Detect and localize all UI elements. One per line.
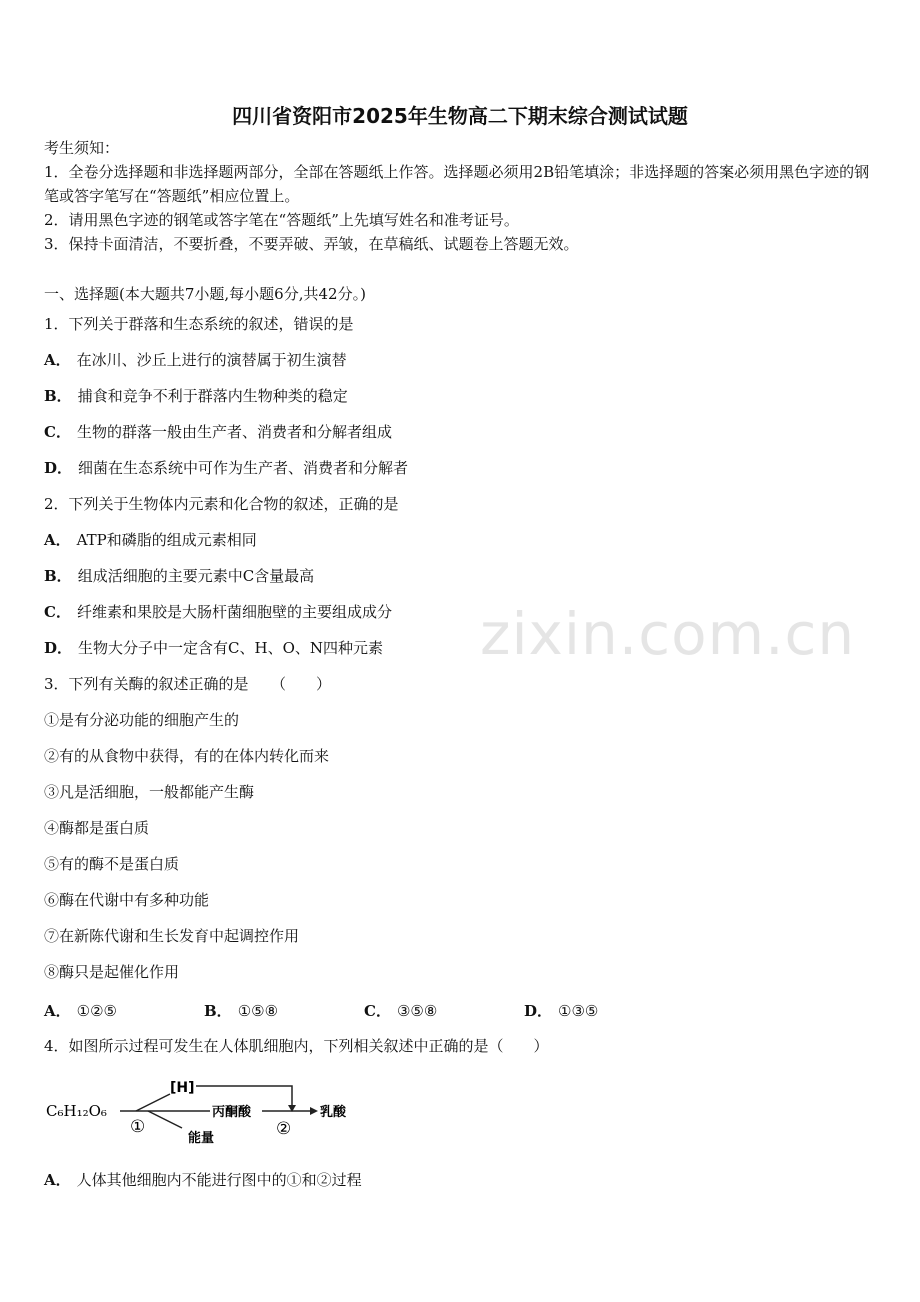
page-title: 四川省资阳市2025年生物高二下期末综合测试试题 — [232, 104, 688, 128]
q4-stem: 4．如图所示过程可发生在人体肌细胞内，下列相关叙述中正确的是（ ） — [44, 1037, 549, 1055]
notice-item-3: 3．保持卡面清洁，不要折叠，不要弄破、弄皱，在草稿纸、试题卷上答题无效。 — [44, 235, 579, 253]
pyruvate-label: 丙酮酸 — [212, 1105, 252, 1120]
step2-label: ② — [276, 1119, 292, 1139]
q3-statement-7: ⑦在新陈代谢和生长发育中起调控作用 — [44, 927, 300, 945]
notice-item-1: 1．全卷分选择题和非选择题两部分，全部在答题纸上作答。选择题必须用2B铅笔填涂；非选择题的答案必须用黑色字迹的钢笔或答字笔写在“答题纸”相应位置上。 — [44, 163, 870, 205]
option-label: B． — [44, 387, 72, 405]
option-label: D． — [44, 459, 73, 477]
option-label: C． — [44, 423, 71, 441]
q2-option-c — [44, 602, 392, 622]
option-label: A． — [44, 351, 71, 369]
q2-option-a — [44, 530, 257, 550]
option-text: 生物大分子中一定含有C、H、O、N四种元素 — [78, 639, 383, 657]
option-label: B． — [204, 1002, 232, 1020]
option-text: 在冰川、沙丘上进行的演替属于初生演替 — [76, 351, 347, 369]
q3-option-d — [524, 1000, 598, 1021]
option-text: 细菌在生态系统中可作为生产者、消费者和分解者 — [78, 459, 409, 477]
option-label: D． — [44, 639, 73, 657]
q3-statement-1: ①是有分泌功能的细胞产生的 — [44, 711, 240, 729]
option-label: A． — [44, 531, 71, 549]
energy-label: 能量 — [188, 1131, 215, 1146]
section-heading: 一、选择题(本大题共7小题,每小题6分,共42分。) — [44, 285, 366, 303]
q3-option-a — [44, 1000, 117, 1021]
q1-option-c — [44, 422, 392, 442]
option-label: C． — [44, 603, 71, 621]
option-text: ①②⑤ — [76, 1002, 117, 1020]
arrowhead-2 — [310, 1107, 318, 1115]
option-text: 组成活细胞的主要元素中C含量最高 — [77, 567, 315, 585]
notice-heading: 考生须知： — [44, 139, 120, 157]
option-text: ①⑤⑧ — [237, 1002, 279, 1020]
q2-option-b — [44, 566, 314, 586]
option-text: 捕食和竞争不利于群落内生物种类的稳定 — [77, 387, 348, 405]
option-text: 生物的群落一般由生产者、消费者和分解者组成 — [76, 423, 392, 441]
branch-h-line — [136, 1094, 170, 1111]
option-text: ATP和磷脂的组成元素相同 — [76, 531, 257, 549]
q1-option-b — [44, 386, 348, 406]
q1-option-d — [44, 458, 408, 478]
h-label: [H] — [170, 1080, 195, 1096]
q1-option-a — [44, 350, 347, 370]
q2-stem: 2．下列关于生物体内元素和化合物的叙述，正确的是 — [44, 495, 399, 513]
q3-statement-6: ⑥酶在代谢中有多种功能 — [44, 891, 210, 909]
option-label: A． — [44, 1171, 71, 1189]
option-text: 纤维素和果胶是大肠杆菌细胞壁的主要组成成分 — [76, 603, 392, 621]
branch-energy-line — [148, 1111, 182, 1128]
option-label: C． — [364, 1002, 391, 1020]
q2-option-d — [44, 638, 383, 658]
step1-label: ① — [130, 1117, 146, 1137]
q1-stem: 1．下列关于群落和生态系统的叙述，错误的是 — [44, 315, 354, 333]
q3-statement-4: ④酶都是蛋白质 — [44, 819, 150, 837]
q3-option-b — [204, 1000, 278, 1021]
option-label: A． — [44, 1002, 71, 1020]
q3-statement-2: ②有的从食物中获得，有的在体内转化而来 — [44, 747, 330, 765]
q3-statement-8: ⑧酶只是起催化作用 — [44, 963, 180, 981]
watermark: zixin.com.cn — [480, 600, 856, 668]
option-text: ③⑤⑧ — [396, 1002, 438, 1020]
notice-item-2: 2．请用黑色字迹的钢笔或答字笔在“答题纸”上先填写姓名和准考证号。 — [44, 211, 519, 229]
q3-statement-3: ③凡是活细胞，一般都能产生酶 — [44, 783, 255, 801]
q3-option-c — [364, 1000, 437, 1021]
option-text: 人体其他细胞内不能进行图中的①和②过程 — [76, 1171, 362, 1189]
q3-stem: 3．下列有关酶的叙述正确的是 （ ） — [44, 675, 332, 693]
glycolysis-diagram — [44, 1072, 364, 1152]
lactate-label: 乳酸 — [320, 1105, 347, 1120]
option-text: ①③⑤ — [558, 1002, 599, 1020]
q3-statement-5: ⑤有的酶不是蛋白质 — [44, 855, 180, 873]
glucose-label: C₆H₁₂O₆ — [46, 1102, 107, 1120]
option-label: B． — [44, 567, 72, 585]
q4-option-a — [44, 1170, 362, 1190]
option-label: D． — [524, 1002, 553, 1020]
